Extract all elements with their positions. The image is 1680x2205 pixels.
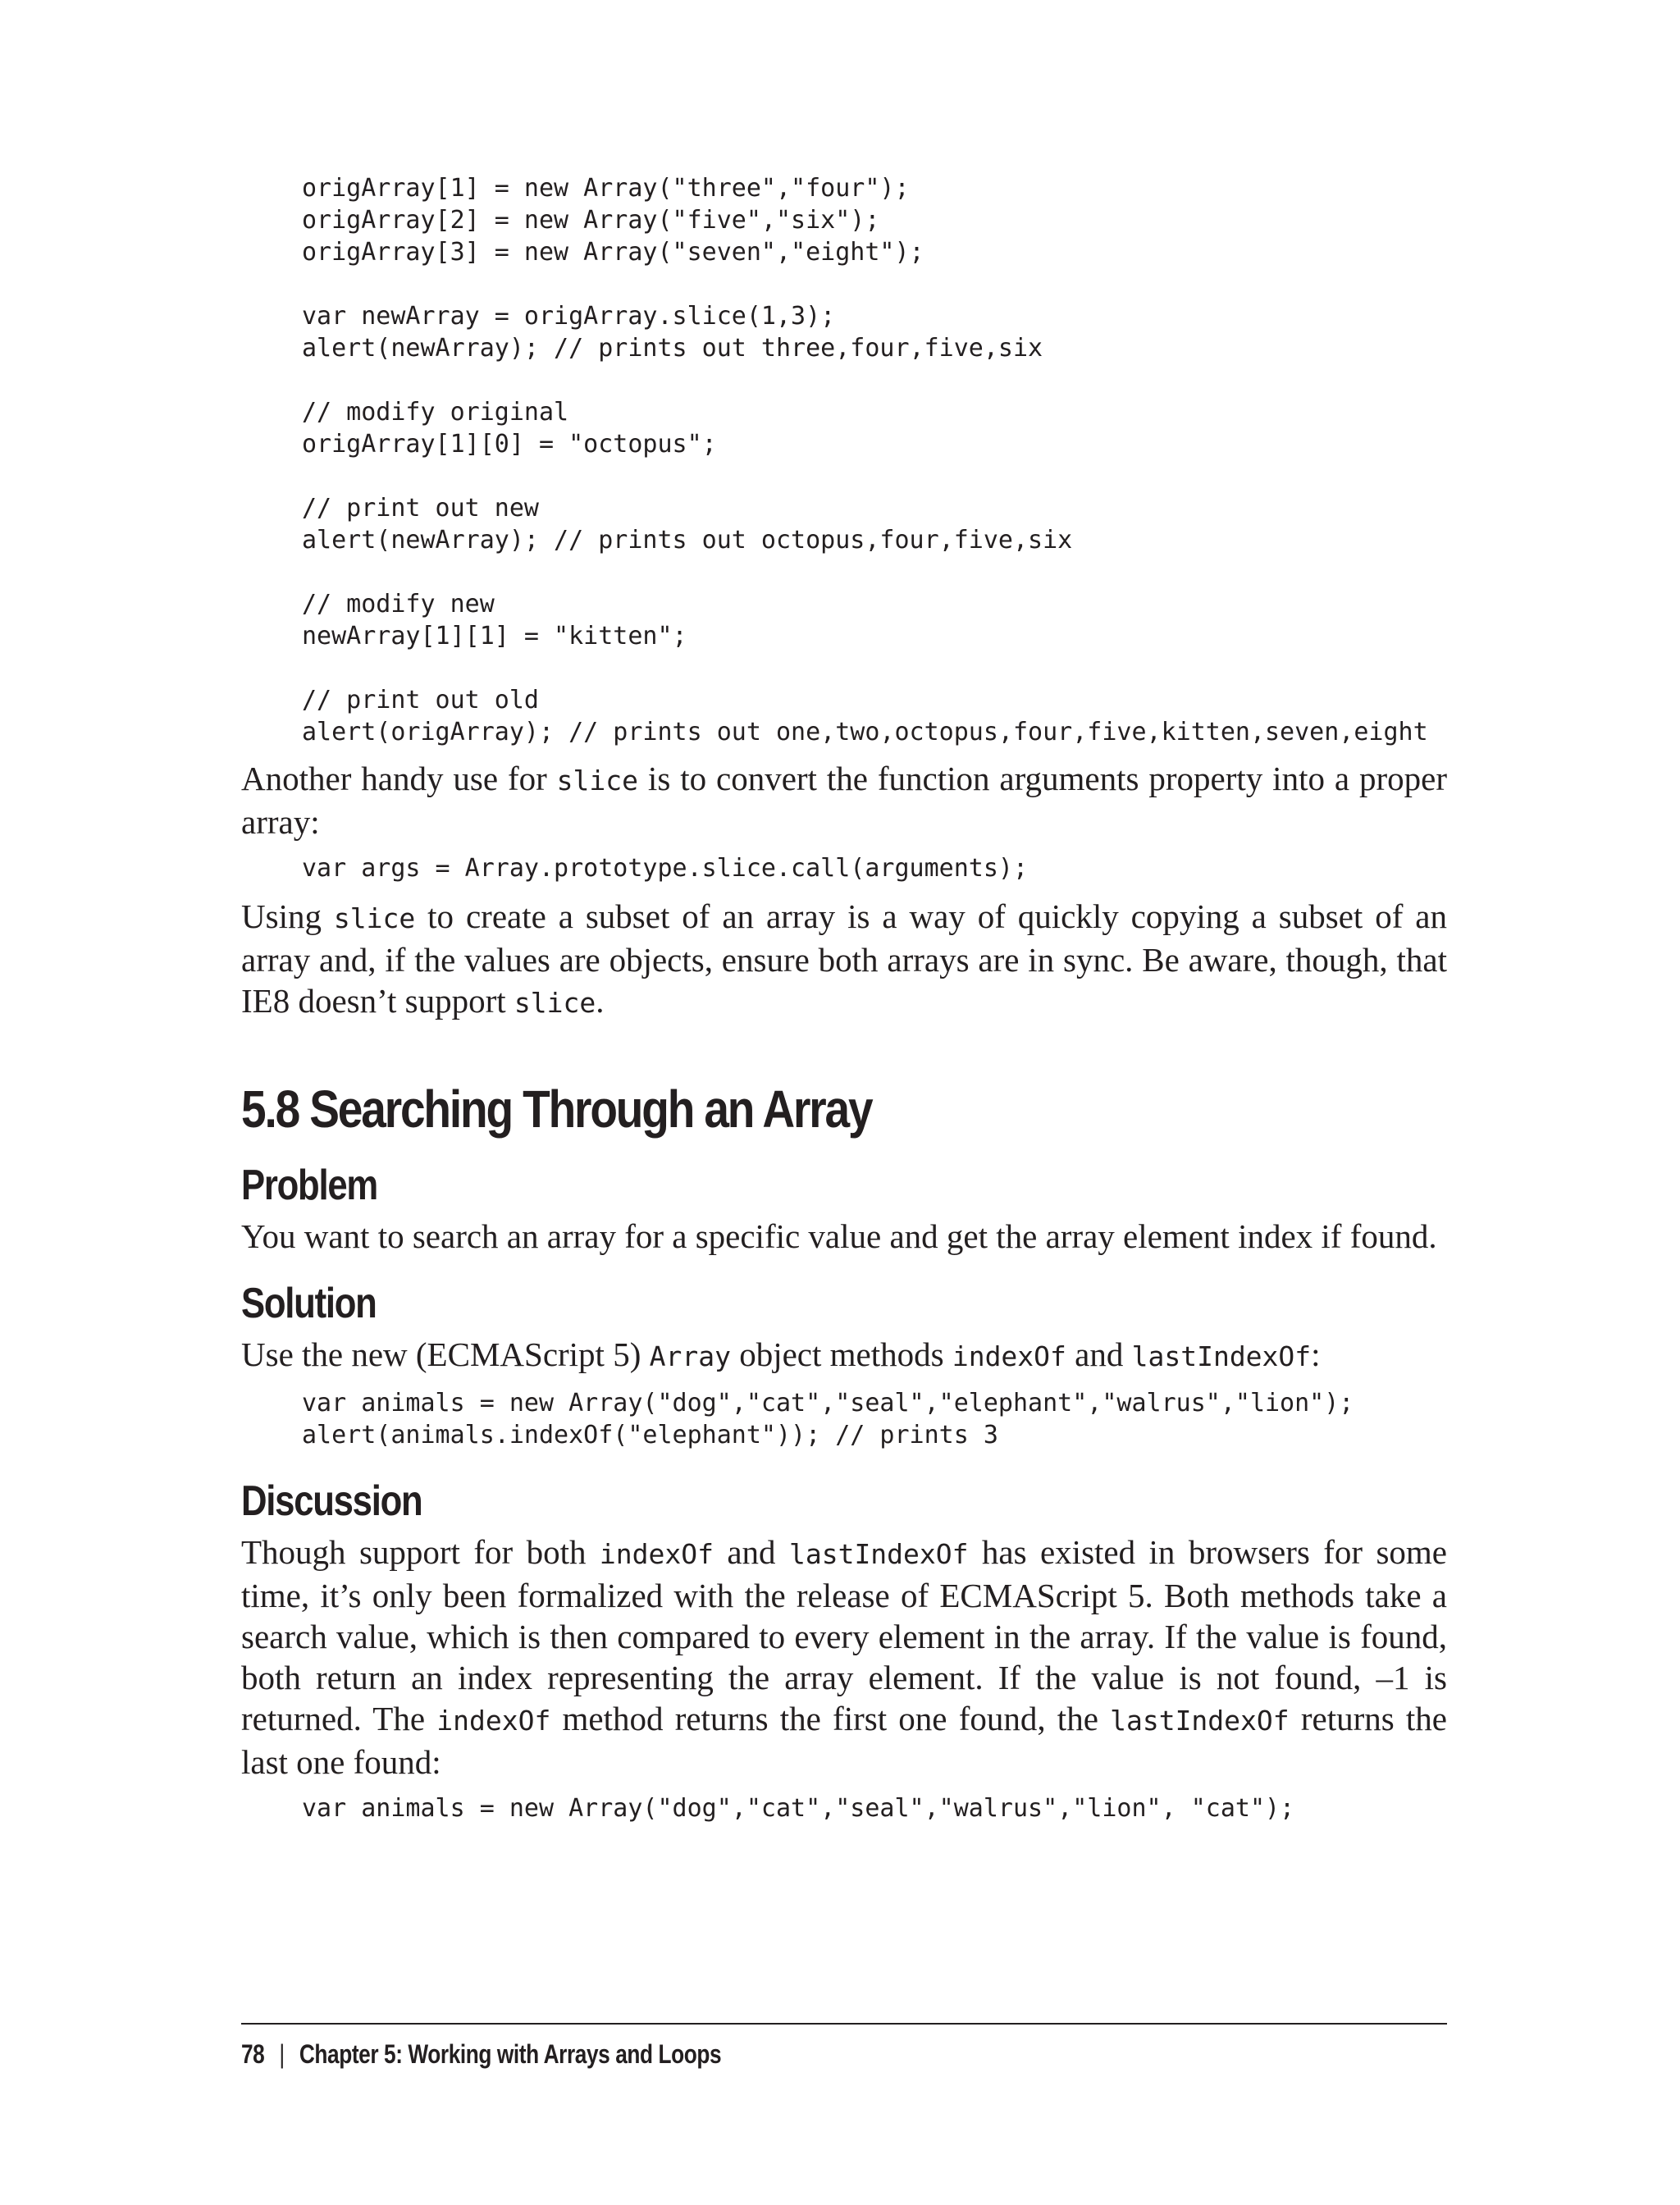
code-line: alert(newArray); // prints out three,four,five,six — [302, 334, 1043, 363]
code-block-arguments — [241, 852, 1447, 884]
code-line: alert(origArray); // prints out one,two,octopus,four,five,kitten,seven,eight — [302, 718, 1428, 746]
inline-code: Array — [649, 1340, 731, 1372]
solution-text: Use the new (ECMAScript 5) Array object methods indexOf and lastIndexOf: — [241, 1335, 1321, 1373]
inline-code: indexOf — [436, 1705, 551, 1737]
problem-text: You want to search an array for a specific value and get the array element index if found. — [241, 1217, 1437, 1255]
code-line: var args = Array.prototype.slice.call(arguments); — [302, 854, 1029, 883]
paragraph-slice-subset: Using slice to create a subset of an array is a way of quickly copying a subset of an array and, if the values are objects, ensure both arrays are in sync. Be aware, though, that IE8 doesn’t support slice. — [241, 897, 1447, 1020]
code-line: var animals = new Array("dog","cat","seal","walrus","lion", "cat"); — [302, 1794, 1295, 1823]
inline-code: lastIndexOf — [788, 1538, 969, 1570]
code-line: // modify original — [302, 398, 569, 427]
inline-code: lastIndexOf — [1131, 1340, 1312, 1372]
code-line — [302, 460, 1447, 492]
code-line: newArray[1][1] = "kitten"; — [302, 622, 687, 651]
inline-code: slice — [333, 902, 416, 934]
code-line — [302, 268, 1447, 300]
section-heading: 5.8 Searching Through an Array — [241, 1080, 872, 1139]
code-block-slice-example — [241, 172, 1447, 748]
inline-code: indexOf — [952, 1340, 1066, 1372]
code-line: // modify new — [302, 590, 495, 619]
paragraph-slice-arguments: Another handy use for slice is to convert the function arguments property into a proper array: — [241, 760, 1447, 841]
solution-heading: Solution — [241, 1280, 377, 1327]
inline-code: indexOf — [599, 1538, 714, 1570]
code-line: alert(animals.indexOf("elephant")); // prints 3 — [302, 1421, 998, 1449]
code-line: // print out old — [302, 686, 539, 714]
discussion-text: Though support for both indexOf and lastIndexOf has existed in browsers for some time, it’s only been formalized with the release of ECMAScript 5. Both methods take a search value, which is then compared to every element in the array. If the value is found, both return an index representing the array element. If the value is not found, –1 is returned. The indexOf method returns the first one found, the lastIndexOf returns the last one found: — [241, 1533, 1447, 1781]
code-block-indexof — [241, 1387, 1447, 1451]
code-line: var animals = new Array("dog","cat","seal","elephant","walrus","lion"); — [302, 1389, 1354, 1418]
page-content — [241, 172, 1447, 1824]
code-line: origArray[2] = new Array("five","six"); — [302, 206, 880, 235]
inline-code: lastIndexOf — [1110, 1705, 1290, 1737]
chapter-title: Chapter 5: Working with Arrays and Loops — [299, 2039, 722, 2069]
code-line — [302, 652, 1447, 684]
code-line: // print out new — [302, 494, 539, 523]
footer-divider — [241, 2023, 1447, 2025]
page-footer — [241, 2038, 721, 2070]
footer-separator: | — [279, 2039, 285, 2069]
code-line — [302, 556, 1447, 588]
code-block-animals — [241, 1792, 1447, 1824]
code-line — [302, 364, 1447, 396]
inline-code: slice — [514, 987, 596, 1019]
problem-heading: Problem — [241, 1162, 377, 1209]
code-line: origArray[1] = new Array("three","four"); — [302, 174, 910, 203]
code-line: alert(newArray); // prints out octopus,four,five,six — [302, 526, 1073, 555]
code-line: origArray[3] = new Array("seven","eight"); — [302, 238, 924, 267]
inline-code: slice — [556, 765, 639, 797]
code-line: origArray[1][0] = "octopus"; — [302, 430, 717, 459]
page-number: 78 — [241, 2039, 265, 2069]
code-line: var newArray = origArray.slice(1,3); — [302, 302, 836, 331]
discussion-heading: Discussion — [241, 1477, 422, 1525]
